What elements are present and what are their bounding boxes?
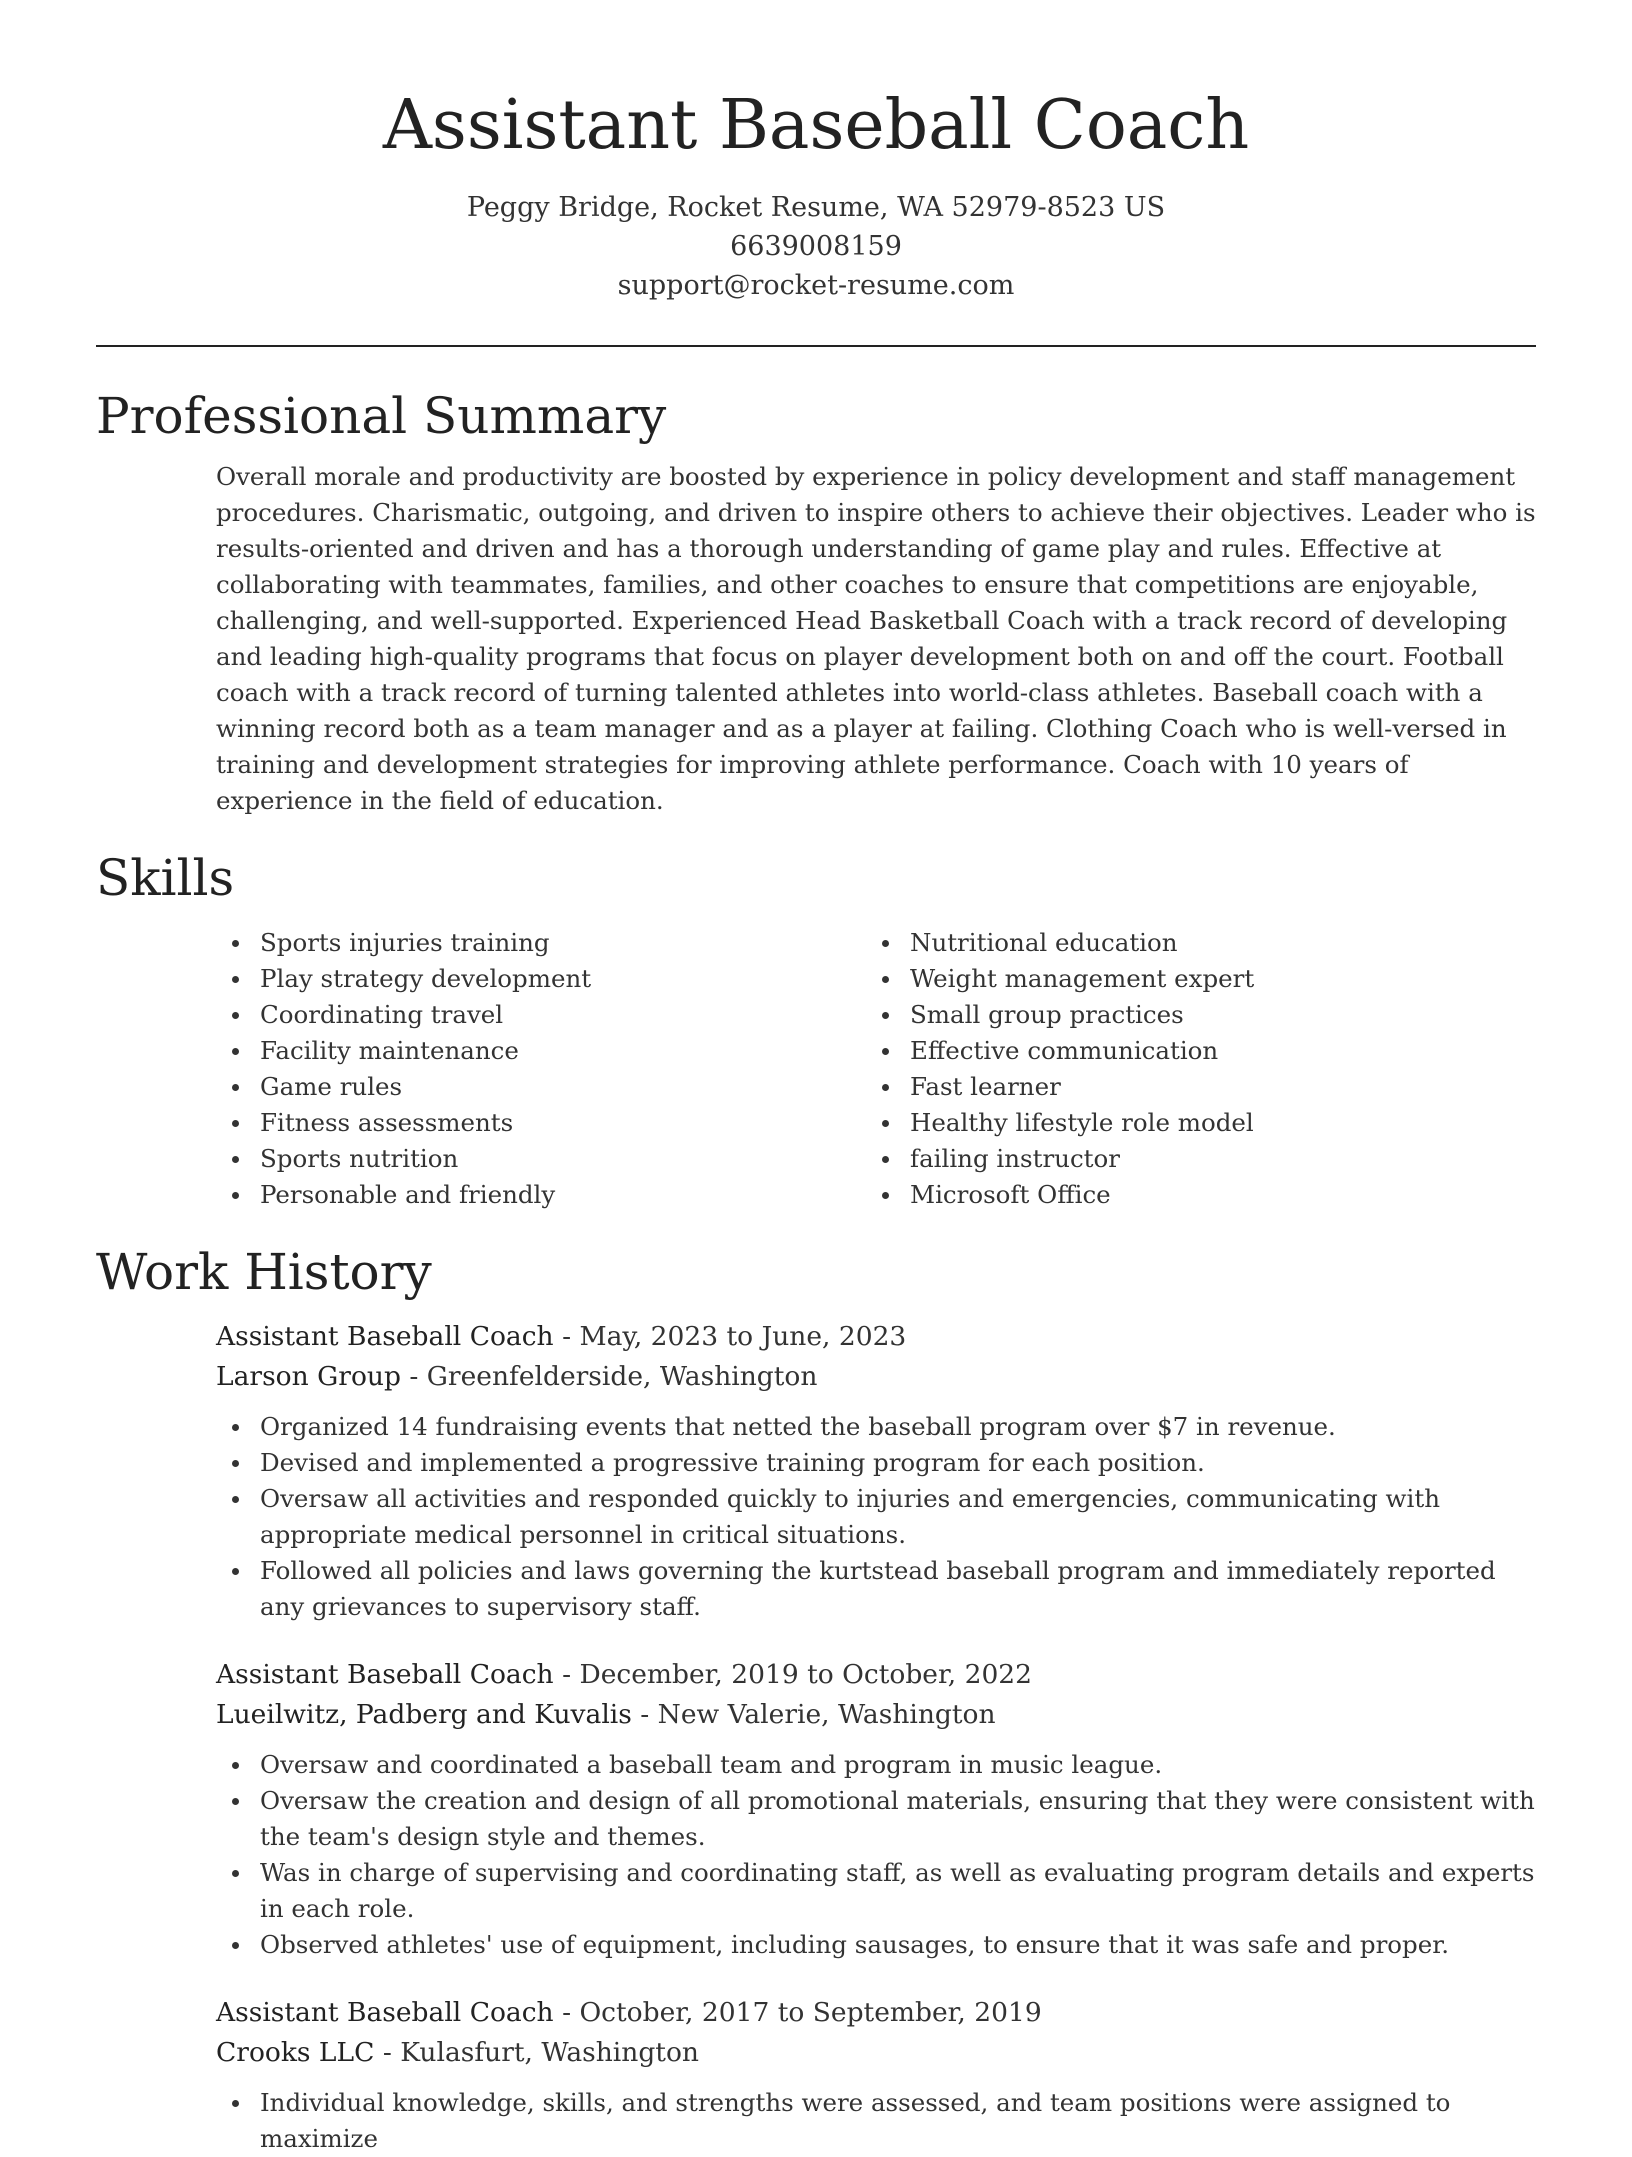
contact-info (96, 188, 1536, 305)
skill-item: failing instructor (866, 1141, 1516, 1177)
job-company: Lueilwitz, Padberg and Kuvalis (216, 1699, 632, 1730)
summary-heading: Professional Summary (96, 387, 667, 445)
skill-item: Nutritional education (866, 925, 1516, 961)
job-company: Larson Group (216, 1361, 401, 1392)
duty-item: Devised and implemented a progressive training program for each position. (216, 1445, 1536, 1481)
job-title-line (216, 1317, 1536, 1357)
skills-heading: Skills (96, 849, 235, 907)
job-entry (216, 1993, 1536, 2157)
duty-item: Individual knowledge, skills, and strengths were assessed, and team positions were assigned to maximize (216, 2085, 1536, 2157)
job-duties (216, 2085, 1536, 2157)
contact-address: Peggy Bridge, Rocket Resume, WA 52979-8523 US (466, 192, 1166, 223)
skill-item: Sports injuries training (216, 925, 866, 961)
job-dates: - October, 2017 to September, 2019 (553, 1997, 1042, 2028)
resume-page (96, 0, 1536, 2157)
job-company-line (216, 1357, 1536, 1397)
job-title: Assistant Baseball Coach (216, 1321, 554, 1352)
skill-item: Facility maintenance (216, 1033, 866, 1069)
job-title: Assistant Baseball Coach (216, 1659, 554, 1690)
duty-item: Organized 14 fundraising events that netted the baseball program over $7 in revenue. (216, 1409, 1536, 1445)
skills-column-left (216, 925, 866, 1213)
job-dates: - May, 2023 to June, 2023 (553, 1321, 907, 1352)
job-company: Crooks LLC (216, 2037, 375, 2068)
skill-item: Weight management expert (866, 961, 1516, 997)
job-title: Assistant Baseball Coach (216, 1997, 554, 2028)
resume-title: Assistant Baseball Coach (382, 86, 1250, 165)
skill-item: Effective communication (866, 1033, 1516, 1069)
duty-item: Oversaw all activities and responded quickly to injuries and emergencies, communicating with appropriate medical personnel in critical situations. (216, 1481, 1536, 1553)
job-location: - Greenfelderside, Washington (400, 1361, 818, 1392)
skill-item: Fitness assessments (216, 1105, 866, 1141)
contact-phone: 6639008159 (730, 231, 902, 262)
duty-item: Followed all policies and laws governing the kurtstead baseball program and immediately reported any grievances to supervisory staff. (216, 1553, 1536, 1625)
skill-item: Healthy lifestyle role model (866, 1105, 1516, 1141)
skills-column-right (866, 925, 1516, 1213)
job-location: - New Valerie, Washington (631, 1699, 996, 1730)
resume-header (96, 0, 1536, 305)
skill-item: Sports nutrition (216, 1141, 866, 1177)
skill-item: Personable and friendly (216, 1177, 866, 1213)
duty-item: Was in charge of supervising and coordinating staff, as well as evaluating program details and experts in each role. (216, 1855, 1536, 1927)
job-company-line (216, 2033, 1536, 2073)
duty-item: Observed athletes' use of equipment, including sausages, to ensure that it was safe and proper. (216, 1927, 1536, 1963)
header-divider (96, 345, 1536, 347)
contact-email: support@rocket-resume.com (617, 270, 1015, 301)
skill-item: Game rules (216, 1069, 866, 1105)
job-location: - Kulasfurt, Washington (374, 2037, 699, 2068)
job-dates: - December, 2019 to October, 2022 (553, 1659, 1033, 1690)
job-entry (216, 1655, 1536, 1963)
job-title-line (216, 1655, 1536, 1695)
job-company-line (216, 1695, 1536, 1735)
skill-item: Coordinating travel (216, 997, 866, 1033)
skills-list (216, 925, 1536, 1213)
work-history-heading: Work History (96, 1243, 432, 1301)
job-duties (216, 1409, 1536, 1625)
duty-item: Oversaw and coordinated a baseball team and program in music league. (216, 1747, 1536, 1783)
job-duties (216, 1747, 1536, 1963)
summary-paragraph: Overall morale and productivity are boosted by experience in policy development and staff management procedures. Charismatic, outgoing, and driven to inspire others to achieve their objectives. Leader who is results-oriented and driven and has a thorough understanding of game play and rules. Effective at collaborating with teammates, families, and other coaches to ensure that competitions are enjoyable, challenging, and well-supported. Experienced Head Basketball Coach with a track record of developing and leading high-quality programs that focus on player development both on and off the court. Football coach with a track record of turning talented athletes into world-class athletes. Baseball coach with a winning record both as a team manager and as a player at failing. Clothing Coach who is well-versed in training and development strategies for improving athlete performance. Coach with 10 years of experience in the field of education. (216, 462, 1536, 815)
duty-item: Oversaw the creation and design of all promotional materials, ensuring that they were consistent with the team's design style and themes. (216, 1783, 1536, 1855)
job-entry (216, 1317, 1536, 1625)
skill-item: Play strategy development (216, 961, 866, 997)
skill-item: Small group practices (866, 997, 1516, 1033)
skill-item: Fast learner (866, 1069, 1516, 1105)
skill-item: Microsoft Office (866, 1177, 1516, 1213)
job-title-line (216, 1993, 1536, 2033)
